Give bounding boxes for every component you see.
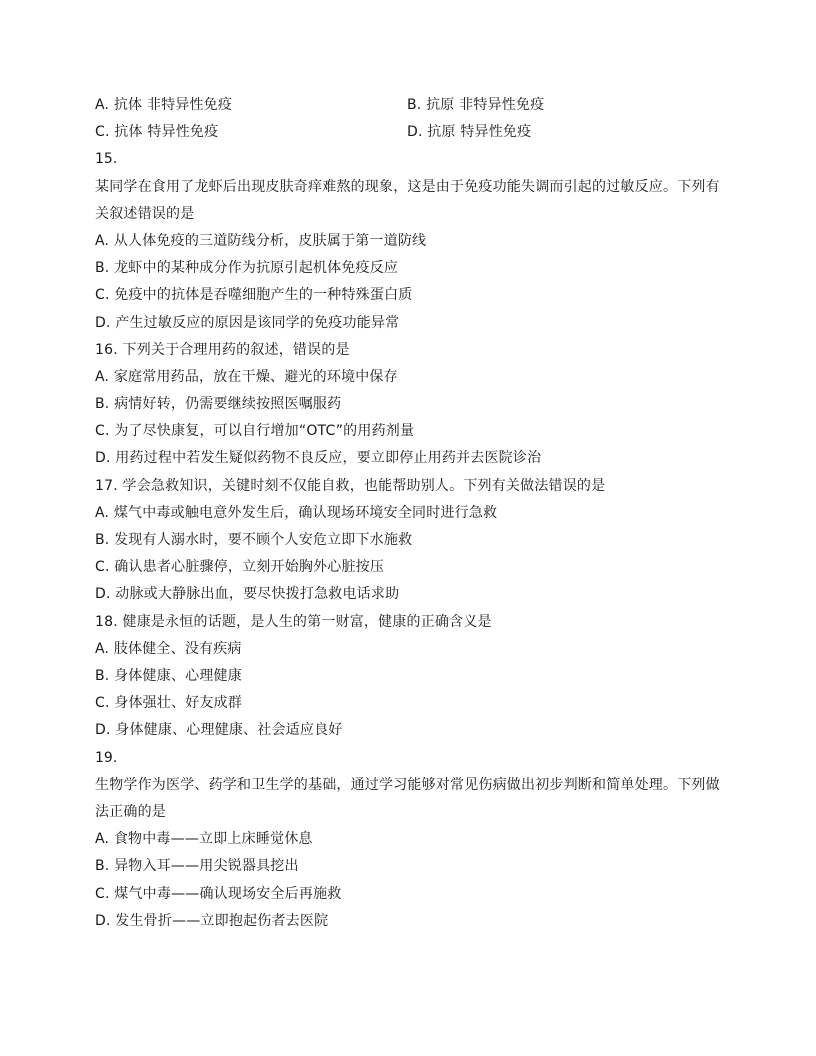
q14-option-d: D. 抗原 特异性免疫 bbox=[407, 124, 532, 141]
q19-number: 19. bbox=[95, 749, 118, 766]
q16-option-b: B. 病情好转，仍需要继续按照医嘱服药 bbox=[95, 396, 342, 413]
q15-number: 15. bbox=[95, 151, 118, 168]
q19-stem: 生物学作为医学、药学和卫生学的基础，通过学习能够对常见伤病做出初步判断和简单处理。下列做法正确的是 bbox=[95, 776, 720, 820]
q14-options-row-1 bbox=[95, 92, 725, 119]
q16-stem: 16. 下列关于合理用药的叙述，错误的是 bbox=[95, 341, 350, 358]
q17-option-b: B. 发现有人溺水时，要不顾个人安危立即下水施救 bbox=[95, 532, 413, 549]
q17-stem: 17. 学会急救知识，关键时刻不仅能自救，也能帮助别人。下列有关做法错误的是 bbox=[95, 477, 606, 494]
q16-option-c: C. 为了尽快康复，可以自行增加“OTC”的用药剂量 bbox=[95, 423, 415, 440]
q18-option-c: C. 身体强壮、好友成群 bbox=[95, 695, 243, 712]
q15-option-d: D. 产生过敏反应的原因是该同学的免疫功能异常 bbox=[95, 314, 400, 331]
q18-stem: 18. 健康是永恒的话题，是人生的第一财富，健康的正确含义是 bbox=[95, 613, 492, 630]
q15-option-c: C. 免疫中的抗体是吞噬细胞产生的一种特殊蛋白质 bbox=[95, 287, 413, 304]
q14-options-row-2 bbox=[95, 119, 725, 146]
q15-option-b: B. 龙虾中的某种成分作为抗原引起机体免疫反应 bbox=[95, 260, 399, 277]
q14-option-c: C. 抗体 特异性免疫 bbox=[95, 124, 219, 141]
q18-option-b: B. 身体健康、心理健康 bbox=[95, 667, 242, 684]
q19-option-d: D. 发生骨折——立即抱起伤者去医院 bbox=[95, 912, 329, 929]
q16-option-d: D. 用药过程中若发生疑似药物不良反应，要立即停止用药并去医院诊治 bbox=[95, 450, 542, 467]
q17-option-a: A. 煤气中毒或触电意外发生后，确认现场环境安全同时进行急救 bbox=[95, 504, 498, 521]
q18-option-a: A. 肢体健全、没有疾病 bbox=[95, 640, 242, 657]
q17-option-c: C. 确认患者心脏骤停，立刻开始胸外心脏按压 bbox=[95, 559, 385, 576]
q16-option-a: A. 家庭常用药品，放在干燥、避光的环境中保存 bbox=[95, 368, 398, 385]
q17-option-d: D. 动脉或大静脉出血，要尽快拨打急救电话求助 bbox=[95, 586, 400, 603]
q19-option-b: B. 异物入耳——用尖锐器具挖出 bbox=[95, 858, 299, 875]
q18-option-d: D. 身体健康、心理健康、社会适应良好 bbox=[95, 722, 343, 739]
q15-stem: 某同学在食用了龙虾后出现皮肤奇痒难熬的现象，这是由于免疫功能失调而引起的过敏反应。下列有关叙述错误的是 bbox=[95, 178, 720, 222]
q19-option-a: A. 食物中毒——立即上床睡觉休息 bbox=[95, 831, 313, 848]
q15-option-a: A. 从人体免疫的三道防线分析，皮肤属于第一道防线 bbox=[95, 232, 427, 249]
q14-option-a: A. 抗体 非特异性免疫 bbox=[95, 97, 233, 113]
q19-option-c: C. 煤气中毒——确认现场安全后再施救 bbox=[95, 885, 342, 902]
q14-option-b: B. 抗原 非特异性免疫 bbox=[407, 97, 545, 113]
exam-page bbox=[95, 92, 725, 935]
